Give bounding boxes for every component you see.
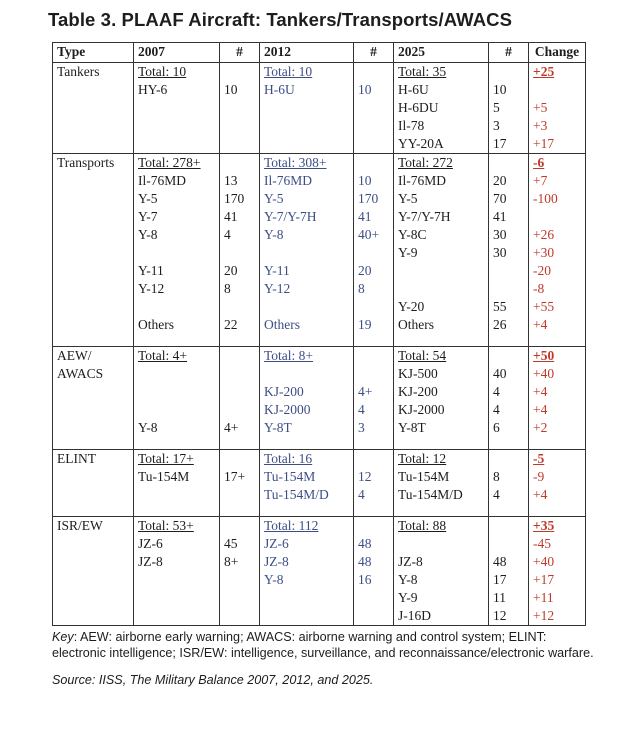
change-value: -9 bbox=[533, 469, 545, 484]
change-value: +17 bbox=[533, 136, 555, 151]
count-2007 bbox=[224, 99, 259, 117]
change-value: +4 bbox=[533, 317, 548, 332]
model-2025-cell bbox=[394, 450, 489, 517]
key-label: Key bbox=[52, 630, 74, 644]
change-value: -100 bbox=[533, 191, 558, 206]
count-2012: 16 bbox=[358, 572, 372, 587]
count-2007-total bbox=[224, 450, 259, 468]
count-2012: 8 bbox=[358, 281, 365, 296]
model-2007: JZ-8 bbox=[138, 554, 163, 569]
count-2007-cell bbox=[220, 517, 260, 626]
change-value-cell bbox=[529, 450, 586, 517]
model-2025: Tu-154M bbox=[398, 469, 450, 484]
model-2012: Y-8 bbox=[264, 227, 284, 242]
count-2007: 13 bbox=[224, 173, 238, 188]
count-2025: 11 bbox=[493, 590, 506, 605]
count-2025: 4 bbox=[493, 402, 500, 417]
count-2012-cell bbox=[354, 154, 394, 347]
type-label: ELINT bbox=[57, 451, 96, 466]
model-2025 bbox=[398, 280, 488, 298]
model-2025 bbox=[398, 535, 488, 553]
count-2007: 8+ bbox=[224, 554, 239, 569]
count-2012: 40+ bbox=[358, 227, 380, 242]
model-2025: KJ-200 bbox=[398, 384, 438, 399]
count-2025: 41 bbox=[493, 209, 507, 224]
model-2007-cell bbox=[134, 450, 220, 517]
model-2025-cell bbox=[394, 517, 489, 626]
change-value: +4 bbox=[533, 402, 548, 417]
model-2012-total: Total: 308+ bbox=[264, 155, 327, 170]
model-2012: Tu-154M bbox=[264, 469, 316, 484]
count-2025: 6 bbox=[493, 420, 500, 435]
change-value: -8 bbox=[533, 281, 545, 296]
header-2007: 2007 bbox=[134, 43, 220, 63]
model-2012: Il-76MD bbox=[264, 173, 312, 188]
model-2012: Y-7/Y-7H bbox=[264, 209, 317, 224]
model-2012: Others bbox=[264, 317, 300, 332]
source-prefix: Source: IISS, bbox=[52, 673, 130, 687]
source-publication: The Military Balance bbox=[129, 673, 244, 687]
header-2012: 2012 bbox=[260, 43, 354, 63]
group-row bbox=[53, 517, 586, 626]
count-2025: 4 bbox=[493, 487, 500, 502]
count-2012: 48 bbox=[358, 536, 372, 551]
count-2025: 26 bbox=[493, 317, 507, 332]
header-count-2025: # bbox=[489, 43, 529, 63]
count-2012-total bbox=[358, 450, 393, 468]
change-value-total: +25 bbox=[533, 64, 555, 79]
model-2012-total: Total: 8+ bbox=[264, 348, 314, 363]
change-value: -20 bbox=[533, 263, 551, 278]
count-2007: 41 bbox=[224, 209, 238, 224]
count-2012 bbox=[358, 244, 393, 262]
change-value-total: -6 bbox=[533, 155, 545, 170]
model-2007 bbox=[138, 117, 219, 135]
header-count-2007: # bbox=[220, 43, 260, 63]
model-2012-cell bbox=[260, 517, 354, 626]
count-2007-total bbox=[224, 347, 259, 365]
count-2012 bbox=[358, 589, 393, 607]
count-2007-cell bbox=[220, 347, 260, 450]
count-2025: 48 bbox=[493, 554, 507, 569]
model-2025: Y-8 bbox=[398, 572, 418, 587]
count-2012: 41 bbox=[358, 209, 372, 224]
model-2012-total: Total: 112 bbox=[264, 518, 319, 533]
model-2025-cell bbox=[394, 347, 489, 450]
count-2012: 3 bbox=[358, 420, 365, 435]
type-cell bbox=[53, 63, 134, 154]
count-2007 bbox=[224, 486, 259, 504]
count-2007 bbox=[224, 117, 259, 135]
model-2007-cell bbox=[134, 347, 220, 450]
count-2025: 17 bbox=[493, 136, 507, 151]
model-2007-total: Total: 4+ bbox=[138, 348, 188, 363]
table-source bbox=[52, 672, 373, 688]
count-2007-cell bbox=[220, 63, 260, 154]
model-2012-cell bbox=[260, 450, 354, 517]
count-2007 bbox=[224, 135, 259, 153]
count-2007: 8 bbox=[224, 281, 231, 296]
count-2007 bbox=[224, 298, 259, 316]
model-2025-total: Total: 272 bbox=[398, 155, 453, 170]
count-2025: 17 bbox=[493, 572, 507, 587]
count-2012 bbox=[358, 99, 393, 117]
count-2007-cell bbox=[220, 154, 260, 347]
model-2025: H-6U bbox=[398, 82, 429, 97]
count-2012: 10 bbox=[358, 173, 372, 188]
count-2012 bbox=[358, 365, 393, 383]
count-2012 bbox=[358, 607, 393, 625]
count-2012 bbox=[358, 117, 393, 135]
count-2012: 48 bbox=[358, 554, 372, 569]
count-2007: 4+ bbox=[224, 420, 239, 435]
model-2007: Y-5 bbox=[138, 191, 158, 206]
model-2025-cell bbox=[394, 154, 489, 347]
model-2007-cell bbox=[134, 63, 220, 154]
model-2012: Y-8T bbox=[264, 420, 292, 435]
header-count-2012: # bbox=[354, 43, 394, 63]
count-2025-total bbox=[493, 154, 528, 172]
count-2012-cell bbox=[354, 63, 394, 154]
change-value: +3 bbox=[533, 118, 548, 133]
model-2007: Y-8 bbox=[138, 227, 158, 242]
count-2025: 55 bbox=[493, 299, 507, 314]
type-label: Tankers bbox=[57, 64, 100, 79]
count-2012-total bbox=[358, 517, 393, 535]
count-2012 bbox=[358, 135, 393, 153]
change-value: +4 bbox=[533, 384, 548, 399]
model-2007: Il-76MD bbox=[138, 173, 186, 188]
type-label: ISR/EW bbox=[57, 518, 103, 533]
model-2007 bbox=[138, 135, 219, 153]
change-value: +40 bbox=[533, 366, 555, 381]
count-2007 bbox=[224, 244, 259, 262]
model-2025: Y-9 bbox=[398, 245, 418, 260]
count-2025-total bbox=[493, 450, 528, 468]
table-title: Table 3. PLAAF Aircraft: Tankers/Transports/AWACS bbox=[48, 9, 513, 30]
model-2007 bbox=[138, 486, 219, 504]
model-2007: Y-7 bbox=[138, 209, 158, 224]
count-2025: 12 bbox=[493, 608, 507, 623]
group-row bbox=[53, 63, 586, 154]
change-value: +12 bbox=[533, 608, 555, 623]
count-2012: 12 bbox=[358, 469, 372, 484]
model-2007-total: Total: 10 bbox=[138, 64, 187, 79]
change-value-total: -5 bbox=[533, 451, 545, 466]
model-2012-total: Total: 10 bbox=[264, 64, 313, 79]
table-key bbox=[52, 629, 597, 661]
count-2012 bbox=[358, 298, 393, 316]
count-2007 bbox=[224, 589, 259, 607]
aircraft-table bbox=[52, 42, 586, 626]
model-2012-cell bbox=[260, 347, 354, 450]
count-2007: 45 bbox=[224, 536, 238, 551]
model-2025-total: Total: 12 bbox=[398, 451, 447, 466]
change-value: +26 bbox=[533, 227, 555, 242]
count-2025: 40 bbox=[493, 366, 507, 381]
header-row bbox=[53, 43, 586, 63]
count-2007-total bbox=[224, 154, 259, 172]
count-2012: 4+ bbox=[358, 384, 373, 399]
type-cell bbox=[53, 347, 134, 450]
count-2007: 20 bbox=[224, 263, 238, 278]
model-2012: Y-11 bbox=[264, 263, 290, 278]
count-2007 bbox=[224, 383, 259, 401]
model-2007-total: Total: 17+ bbox=[138, 451, 194, 466]
count-2007: 17+ bbox=[224, 469, 246, 484]
count-2012: 19 bbox=[358, 317, 372, 332]
count-2012-cell bbox=[354, 347, 394, 450]
model-2007-cell bbox=[134, 154, 220, 347]
model-2012: Y-8 bbox=[264, 572, 284, 587]
model-2012-cell bbox=[260, 154, 354, 347]
count-2012-cell bbox=[354, 517, 394, 626]
group-row bbox=[53, 347, 586, 450]
model-2025: YY-20A bbox=[398, 136, 444, 151]
header-type: Type bbox=[53, 43, 134, 63]
change-value-total: +50 bbox=[533, 348, 555, 363]
count-2007-cell bbox=[220, 450, 260, 517]
count-2007 bbox=[224, 365, 259, 383]
model-2025: Y-7/Y-7H bbox=[398, 209, 451, 224]
model-2025: Il-78 bbox=[398, 118, 425, 133]
count-2025-cell bbox=[489, 517, 529, 626]
model-2012 bbox=[264, 589, 353, 607]
count-2007 bbox=[224, 401, 259, 419]
count-2012-total bbox=[358, 63, 393, 81]
count-2025: 20 bbox=[493, 173, 507, 188]
count-2025: 30 bbox=[493, 245, 507, 260]
model-2007: Others bbox=[138, 317, 174, 332]
model-2025: Il-76MD bbox=[398, 173, 446, 188]
model-2007 bbox=[138, 99, 219, 117]
model-2007: Tu-154M bbox=[138, 469, 190, 484]
source-suffix: 2007, 2012, and 2025. bbox=[243, 673, 374, 687]
model-2007: JZ-6 bbox=[138, 536, 163, 551]
count-2025-total bbox=[493, 517, 528, 535]
count-2025: 70 bbox=[493, 191, 507, 206]
count-2007: 10 bbox=[224, 82, 238, 97]
count-2012-total bbox=[358, 347, 393, 365]
count-2025 bbox=[493, 262, 528, 280]
type-label: AEW/ bbox=[57, 348, 92, 363]
model-2007: Y-11 bbox=[138, 263, 164, 278]
model-2012 bbox=[264, 117, 353, 135]
type-cell bbox=[53, 450, 134, 517]
count-2012: 20 bbox=[358, 263, 372, 278]
count-2012-cell bbox=[354, 450, 394, 517]
model-2007 bbox=[138, 571, 219, 589]
model-2007: Y-12 bbox=[138, 281, 165, 296]
count-2025: 30 bbox=[493, 227, 507, 242]
model-2007: Y-8 bbox=[138, 420, 158, 435]
count-2025: 5 bbox=[493, 100, 500, 115]
model-2012-total: Total: 16 bbox=[264, 451, 313, 466]
model-2025-total: Total: 88 bbox=[398, 518, 447, 533]
model-2012: JZ-6 bbox=[264, 536, 289, 551]
model-2007 bbox=[138, 607, 219, 625]
model-2025: H-6DU bbox=[398, 100, 439, 115]
model-2025: JZ-8 bbox=[398, 554, 423, 569]
model-2007 bbox=[138, 244, 219, 262]
change-value: -45 bbox=[533, 536, 551, 551]
model-2012: KJ-2000 bbox=[264, 402, 311, 417]
count-2025-total bbox=[493, 347, 528, 365]
model-2007 bbox=[138, 383, 219, 401]
count-2012: 4 bbox=[358, 487, 365, 502]
count-2025 bbox=[493, 535, 528, 553]
model-2012 bbox=[264, 365, 353, 383]
model-2025: KJ-2000 bbox=[398, 402, 445, 417]
count-2012: 170 bbox=[358, 191, 379, 206]
count-2025-cell bbox=[489, 63, 529, 154]
key-text: : AEW: airborne early warning; AWACS: airborne warning and control system; ELINT: electronic intelligence; ISR/EW: intelligence, surveillance, and reconnaissance/electronic warfare. bbox=[52, 630, 594, 660]
model-2012 bbox=[264, 135, 353, 153]
model-2012: JZ-8 bbox=[264, 554, 289, 569]
model-2012 bbox=[264, 99, 353, 117]
change-value: +5 bbox=[533, 100, 548, 115]
header-change: Change bbox=[529, 43, 586, 63]
change-value-cell bbox=[529, 154, 586, 347]
count-2007-total bbox=[224, 63, 259, 81]
count-2025-total bbox=[493, 63, 528, 81]
change-value: +40 bbox=[533, 554, 555, 569]
count-2007: 22 bbox=[224, 317, 238, 332]
model-2012: Tu-154M/D bbox=[264, 487, 329, 502]
model-2025: Others bbox=[398, 317, 434, 332]
type-label: Transports bbox=[57, 155, 115, 170]
count-2025-cell bbox=[489, 450, 529, 517]
change-value-cell bbox=[529, 517, 586, 626]
change-value bbox=[533, 208, 585, 226]
count-2007 bbox=[224, 607, 259, 625]
count-2025: 4 bbox=[493, 384, 500, 399]
change-value: +17 bbox=[533, 572, 555, 587]
change-value: +55 bbox=[533, 299, 555, 314]
model-2025: Tu-154M/D bbox=[398, 487, 463, 502]
model-2007 bbox=[138, 401, 219, 419]
model-2007-cell bbox=[134, 517, 220, 626]
model-2025-cell bbox=[394, 63, 489, 154]
count-2025: 10 bbox=[493, 82, 507, 97]
model-2025: J-16D bbox=[398, 608, 431, 623]
change-value: +11 bbox=[533, 590, 554, 605]
model-2025: Y-20 bbox=[398, 299, 425, 314]
model-2012-cell bbox=[260, 63, 354, 154]
model-2012 bbox=[264, 298, 353, 316]
model-2025: Y-8T bbox=[398, 420, 426, 435]
model-2025-total: Total: 35 bbox=[398, 64, 447, 79]
model-2025: Y-8C bbox=[398, 227, 427, 242]
count-2007: 4 bbox=[224, 227, 231, 242]
group-row bbox=[53, 154, 586, 347]
model-2012: Y-5 bbox=[264, 191, 284, 206]
model-2012: H-6U bbox=[264, 82, 295, 97]
model-2007: HY-6 bbox=[138, 82, 168, 97]
type-cell bbox=[53, 517, 134, 626]
change-value-cell bbox=[529, 63, 586, 154]
count-2007-total bbox=[224, 517, 259, 535]
change-value: +30 bbox=[533, 245, 555, 260]
change-value bbox=[533, 81, 585, 99]
count-2025-cell bbox=[489, 154, 529, 347]
count-2007: 170 bbox=[224, 191, 245, 206]
model-2007-total: Total: 53+ bbox=[138, 518, 194, 533]
count-2012: 10 bbox=[358, 82, 372, 97]
model-2025: Y-5 bbox=[398, 191, 418, 206]
group-row bbox=[53, 450, 586, 517]
model-2007-total: Total: 278+ bbox=[138, 155, 201, 170]
count-2007 bbox=[224, 571, 259, 589]
model-2025-total: Total: 54 bbox=[398, 348, 447, 363]
model-2025: Y-9 bbox=[398, 590, 418, 605]
header-2025: 2025 bbox=[394, 43, 489, 63]
count-2012-total bbox=[358, 154, 393, 172]
change-value: +2 bbox=[533, 420, 548, 435]
count-2025: 8 bbox=[493, 469, 500, 484]
model-2007 bbox=[138, 298, 219, 316]
model-2025: KJ-500 bbox=[398, 366, 438, 381]
count-2025 bbox=[493, 280, 528, 298]
type-cell bbox=[53, 154, 134, 347]
model-2012 bbox=[264, 244, 353, 262]
change-value: +4 bbox=[533, 487, 548, 502]
model-2007 bbox=[138, 365, 219, 383]
count-2012: 4 bbox=[358, 402, 365, 417]
change-value: +7 bbox=[533, 173, 548, 188]
change-value-total: +35 bbox=[533, 518, 555, 533]
count-2025-cell bbox=[489, 347, 529, 450]
count-2025: 3 bbox=[493, 118, 500, 133]
model-2012 bbox=[264, 607, 353, 625]
type-label: AWACS bbox=[57, 366, 104, 381]
model-2012: KJ-200 bbox=[264, 384, 304, 399]
model-2007 bbox=[138, 589, 219, 607]
change-value-cell bbox=[529, 347, 586, 450]
model-2012: Y-12 bbox=[264, 281, 291, 296]
model-2025 bbox=[398, 262, 488, 280]
